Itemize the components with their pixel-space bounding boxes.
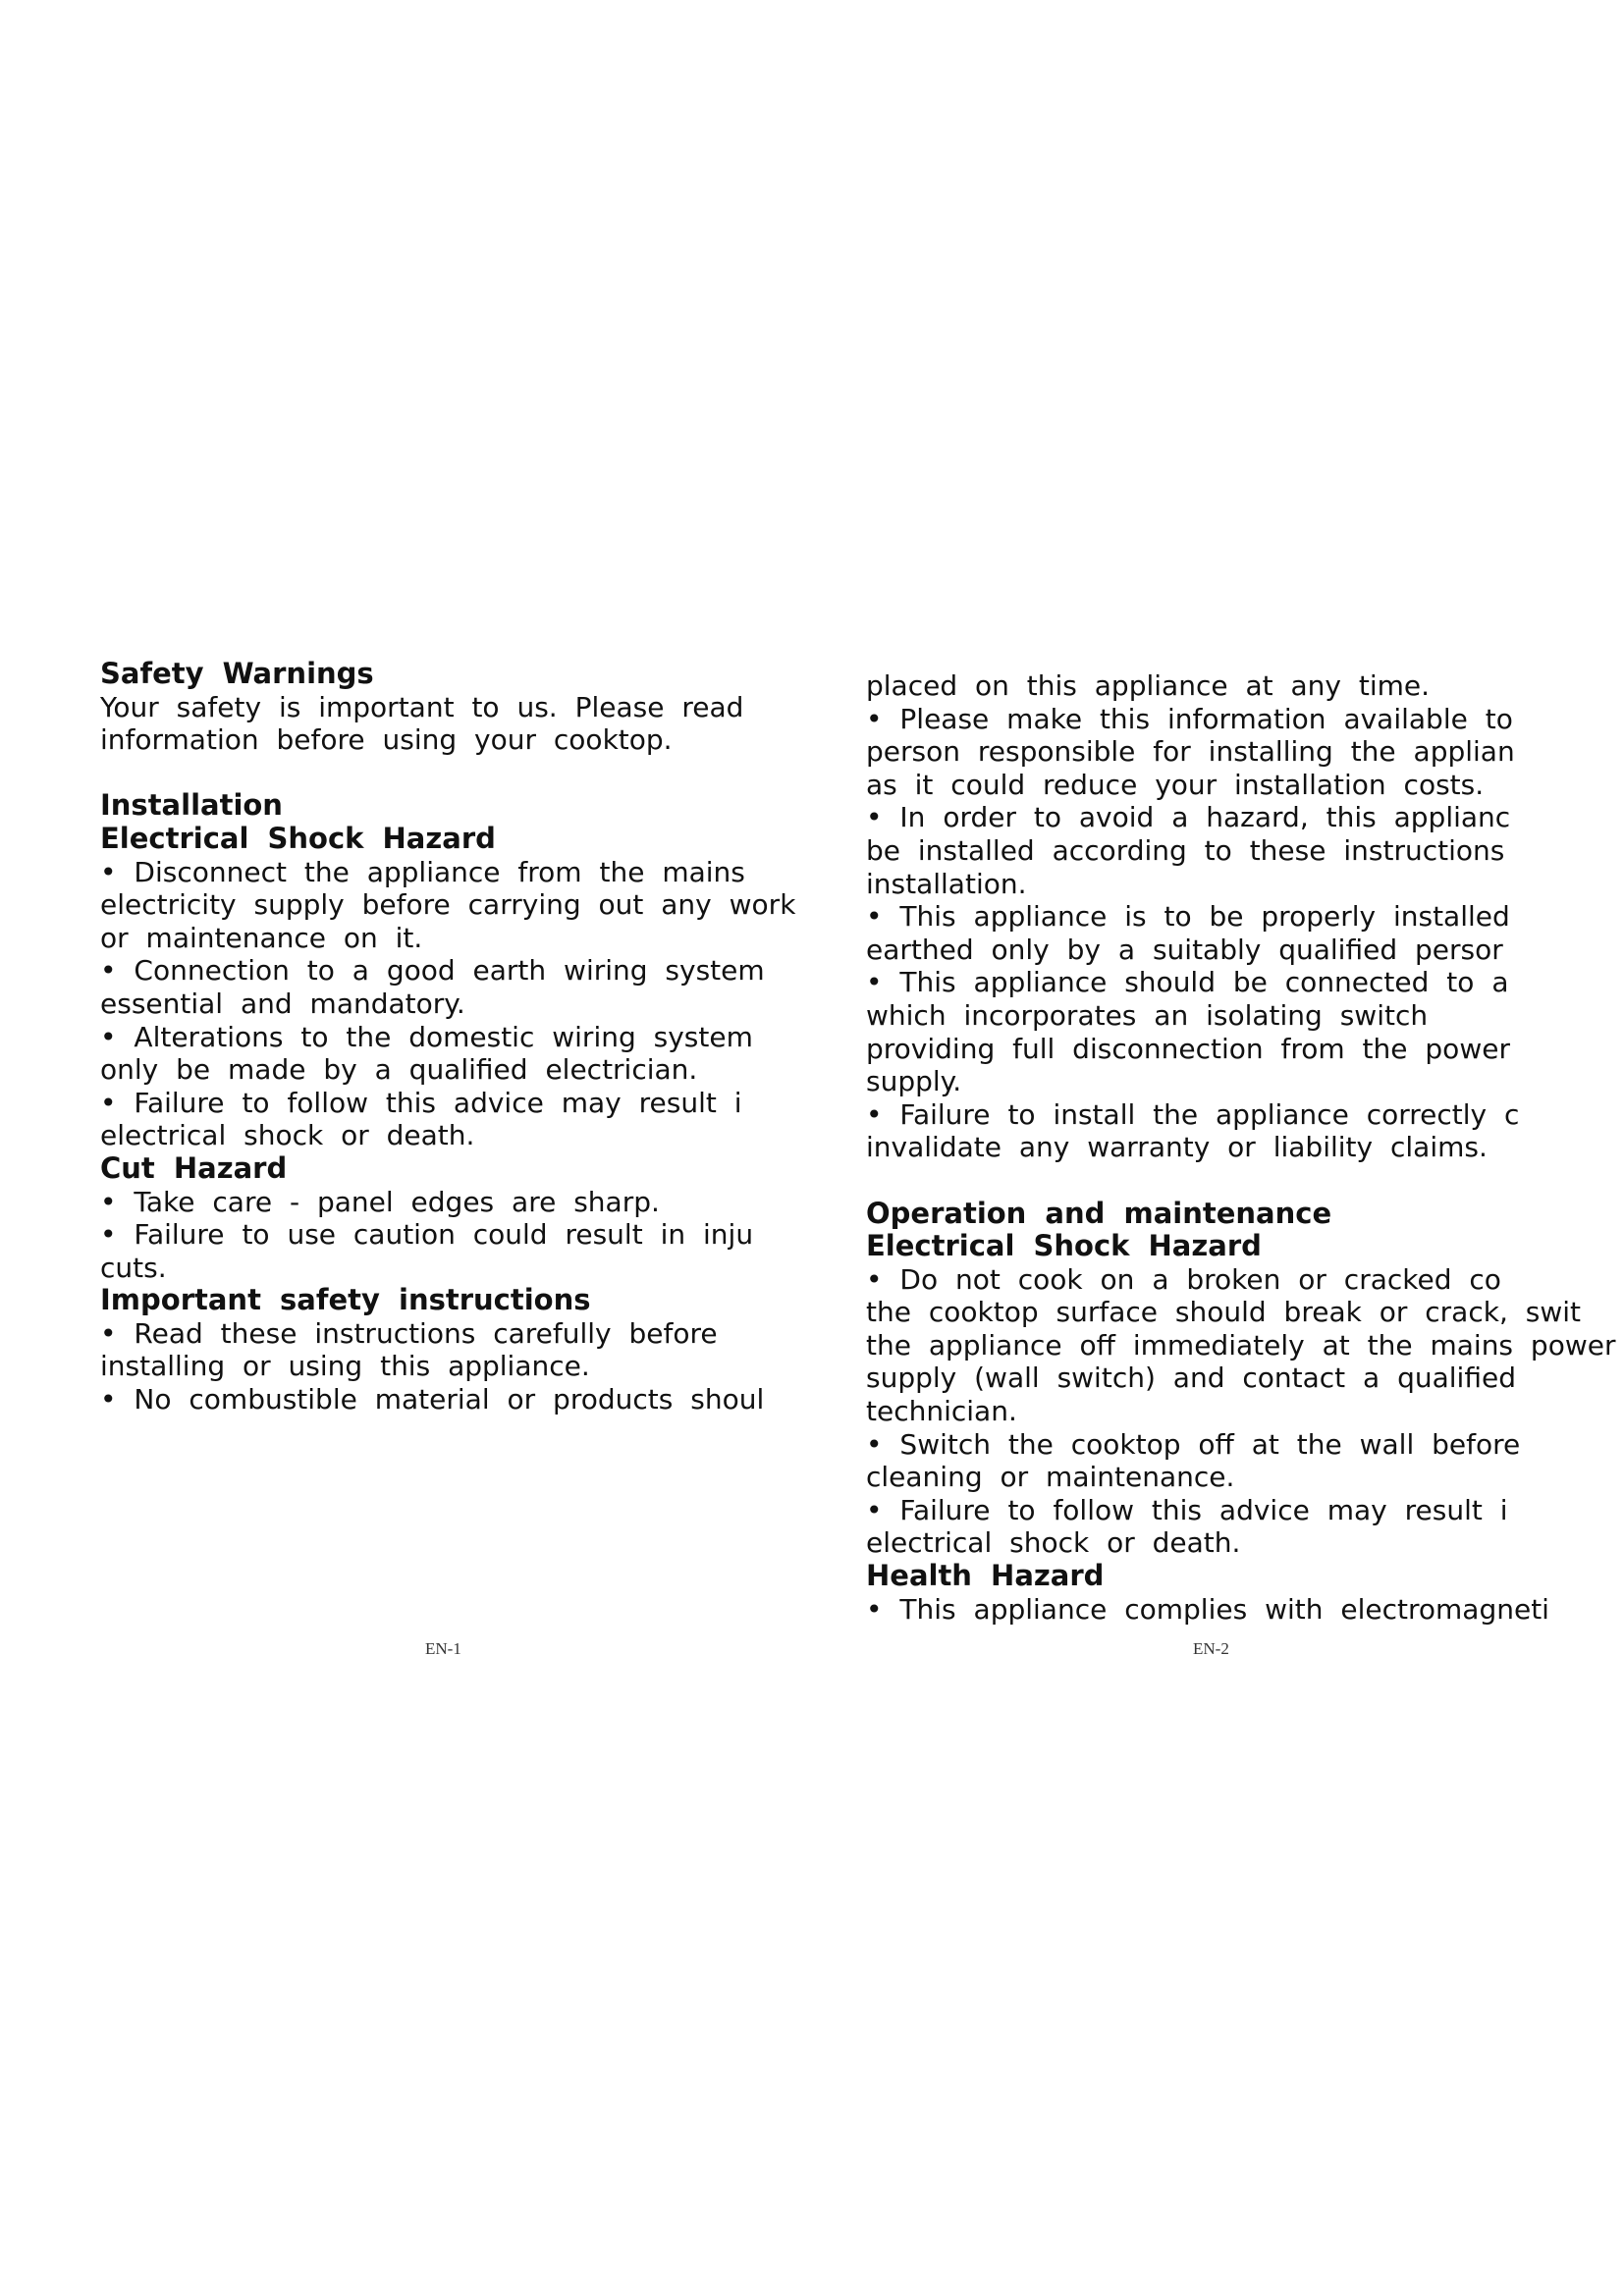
bullet-item-line: • Read these instructions carefully before <box>100 1316 718 1350</box>
text-line: electrical shock or death. <box>100 1119 475 1152</box>
text-line: electrical shock or death. <box>866 1526 1241 1560</box>
bullet-item-line: • In order to avoid a hazard, this applianc <box>866 801 1511 834</box>
bullet-item-line: • Failure to follow this advice may result i <box>100 1086 742 1119</box>
text-line: Your safety is important to us. Please read <box>100 690 744 723</box>
blank-line <box>100 757 819 790</box>
bullet-item-line: • Alterations to the domestic wiring system <box>100 1020 753 1053</box>
text-line: placed on this appliance at any time. <box>866 669 1431 702</box>
text-line: be installed according to these instructions <box>866 833 1505 867</box>
section-heading: Installation <box>100 788 283 823</box>
text-line: earthed only by a suitably qualified persor <box>866 933 1503 966</box>
bullet-item-line: • No combustible material or products shoul <box>100 1383 765 1416</box>
bullet-item-line: • Disconnect the appliance from the mains <box>100 855 745 888</box>
section-heading: Important safety instructions <box>100 1283 591 1317</box>
text-line: installing or using this appliance. <box>100 1350 590 1383</box>
bullet-item-line: • Failure to install the appliance correctly c <box>866 1097 1520 1131</box>
text-line: invalidate any warranty or liability claims. <box>866 1131 1488 1164</box>
blank-line <box>866 1164 1569 1198</box>
text-line: technician. <box>866 1395 1017 1428</box>
text-line: supply (wall switch) and contact a qualified <box>866 1362 1516 1395</box>
page-number-right: EN-2 <box>1193 1639 1229 1658</box>
section-heading: Operation and maintenance <box>866 1196 1332 1230</box>
text-line: as it could reduce your installation costs. <box>866 768 1485 801</box>
text-line: the cooktop surface should break or crack, swit <box>866 1296 1581 1329</box>
text-line: the appliance off immediately at the mains power <box>866 1328 1616 1362</box>
bullet-item-line: • Connection to a good earth wiring system <box>100 954 765 988</box>
bullet-item-line: • This appliance should be connected to a <box>866 966 1509 999</box>
right-page-column <box>866 669 1616 1626</box>
text-line: only be made by a qualified electrician. <box>100 1053 698 1087</box>
bullet-item-line: • Failure to follow this advice may result i <box>866 1493 1508 1526</box>
section-heading: Safety Warnings <box>100 657 374 690</box>
bullet-item-line: • This appliance is to be properly installed <box>866 900 1510 934</box>
text-line: cleaning or maintenance. <box>866 1461 1235 1494</box>
text-line: which incorporates an isolating switch <box>866 998 1429 1032</box>
page-number-left: EN-1 <box>425 1639 461 1658</box>
text-line: information before using your cooktop. <box>100 723 673 757</box>
text-line: cuts. <box>100 1251 167 1284</box>
text-line: electricity supply before carrying out any work <box>100 888 796 922</box>
text-line: supply. <box>866 1065 962 1098</box>
bullet-item-line: • Take care - panel edges are sharp. <box>100 1185 660 1218</box>
bullet-item-line: • Failure to use caution could result in inju <box>100 1218 754 1252</box>
bullet-item-line: • This appliance complies with electromagneti <box>866 1592 1549 1626</box>
left-page-column <box>100 657 819 1416</box>
text-line: or maintenance on it. <box>100 921 423 954</box>
section-heading: Health Hazard <box>866 1559 1105 1593</box>
text-line: person responsible for installing the applian <box>866 735 1515 769</box>
text-line: installation. <box>866 867 1027 900</box>
bullet-item-line: • Please make this information available to <box>866 702 1513 735</box>
section-heading: Electrical Shock Hazard <box>100 821 496 855</box>
bullet-item-line: • Do not cook on a broken or cracked co <box>866 1262 1501 1296</box>
text-line: essential and mandatory. <box>100 987 465 1020</box>
bullet-item-line: • Switch the cooktop off at the wall before <box>866 1427 1521 1461</box>
section-heading: Electrical Shock Hazard <box>866 1229 1262 1263</box>
section-heading: Cut Hazard <box>100 1150 288 1185</box>
text-line: providing full disconnection from the power <box>866 1032 1510 1065</box>
